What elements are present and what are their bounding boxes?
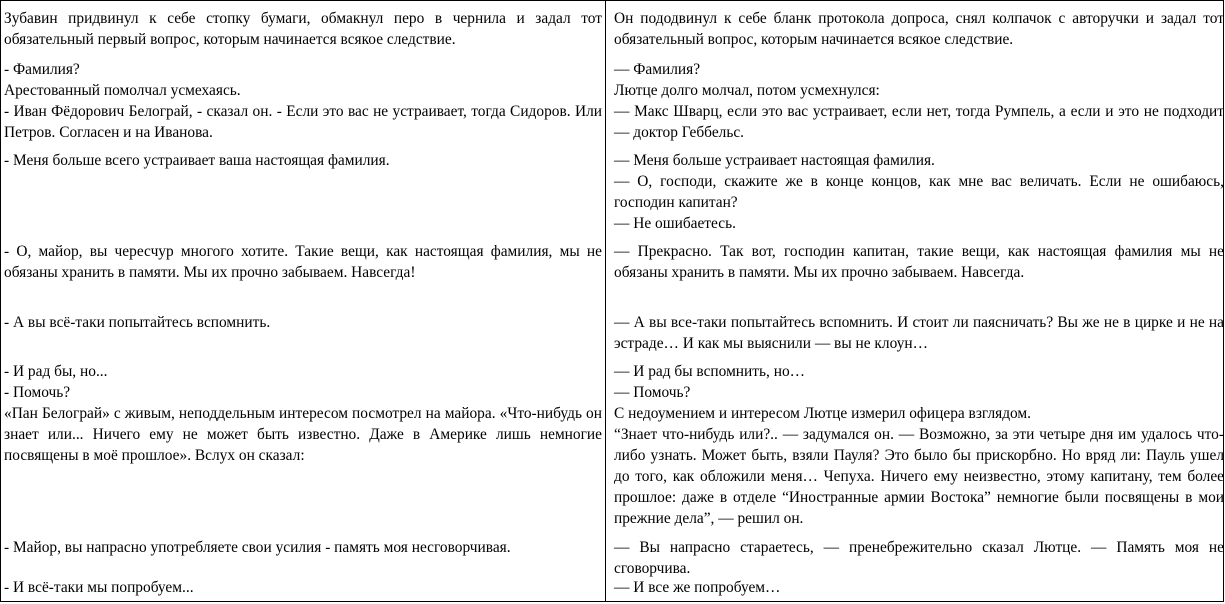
right-paragraph: — Макс Шварц, если это вас устраивает, если нет, тогда Румпель, а если и это не подходит — доктор Геббельс. [614, 103, 1224, 141]
left-paragraph: - И рад бы, но... [4, 363, 108, 380]
column-divider [605, 0, 606, 602]
right-paragraph: — Меня больше устраивает настоящая фамилия. [614, 152, 935, 169]
right-paragraph: С недоумением и интересом Лютце измерил офицера взглядом. [614, 405, 1032, 422]
left-paragraph: - Фамилия? [4, 61, 80, 78]
left-paragraph: - И всё-таки мы попробуем... [4, 579, 194, 596]
left-paragraph: - Помочь? [4, 384, 71, 401]
right-paragraph: — Фамилия? [614, 61, 701, 78]
right-paragraph: — Вы напрасно стараетесь, — пренебрежительно сказал Лютце. — Память моя не сговорчива. [614, 539, 1224, 577]
right-paragraph: Лютце долго молчал, потом усмехнулся: [614, 82, 880, 99]
right-paragraph: — Прекрасно. Так вот, господин капитан, такие вещи, как настоящая фамилия мы не обязаны хранить в памяти. Мы их прочно забываем. Навсегда. [614, 243, 1224, 281]
right-paragraph: — И рад бы вспомнить, но… [614, 363, 806, 380]
right-paragraph: Он пододвинул к себе бланк протокола допроса, снял колпачок с авторучки и задал тот обязательный вопрос, которым начинается всякое следствие. [614, 10, 1224, 48]
right-paragraph: — О, господи, скажите же в конце концов, как мне вас величать. Если не ошибаюсь, господин капитан? [614, 173, 1224, 211]
left-paragraph: «Пан Белограй» с живым, неподдельным интересом посмотрел на майора. «Что-нибудь он знает или... Ничего ему не может быть известно. Даже в Америке лишь немногие посвящены в моё прошлое». Вслух он сказал: [4, 405, 602, 464]
left-paragraph: - Иван Фёдорович Белограй, - сказал он. - Если это вас не устраивает, тогда Сидоров. Или Петров. Согласен и на Иванова. [4, 103, 602, 141]
left-paragraph: Зубавин придвинул к себе стопку бумаги, обмакнул перо в чернила и задал тот обязательный первый вопрос, которым начинается всякое следствие. [4, 10, 602, 48]
left-paragraph: - А вы всё-таки попытайтесь вспомнить. [4, 314, 271, 331]
right-paragraph: “Знает что-нибудь или?.. — задумался он. — Возможно, за эти четыре дня им удалось что-либо узнать. Может быть, взяли Пауля? Это было бы прискорбно. Но вряд ли: Пауль ушел до того, как обложили меня… Чепуха. Ничего ему неизвестно, этому капитану, тем более прошлое: даже в отделе “Иностранные армии Востока” немногие были посвящены в мои прежние дела”, — решил он. [614, 426, 1224, 527]
left-paragraph: - Меня больше всего устраивает ваша настоящая фамилия. [4, 152, 390, 169]
right-paragraph: — И все же попробуем… [614, 579, 781, 596]
left-paragraph: Арестованный помолчал усмехаясь. [4, 82, 241, 99]
left-paragraph: - Майор, вы напрасно употребляете свои усилия - память моя несговорчивая. [4, 539, 511, 556]
right-paragraph: — А вы все-таки попытайтесь вспомнить. И стоит ли паясничать? Вы же не в цирке и не на эстраде… И как мы выяснили — вы не клоун… [614, 314, 1224, 352]
right-paragraph: — Помочь? [614, 384, 691, 401]
right-paragraph: — Не ошибаетесь. [614, 215, 736, 232]
left-paragraph: - О, майор, вы чересчур многого хотите. Такие вещи, как настоящая фамилия, мы не обязаны хранить в памяти. Мы их прочно забываем. Навсегда! [4, 243, 602, 281]
